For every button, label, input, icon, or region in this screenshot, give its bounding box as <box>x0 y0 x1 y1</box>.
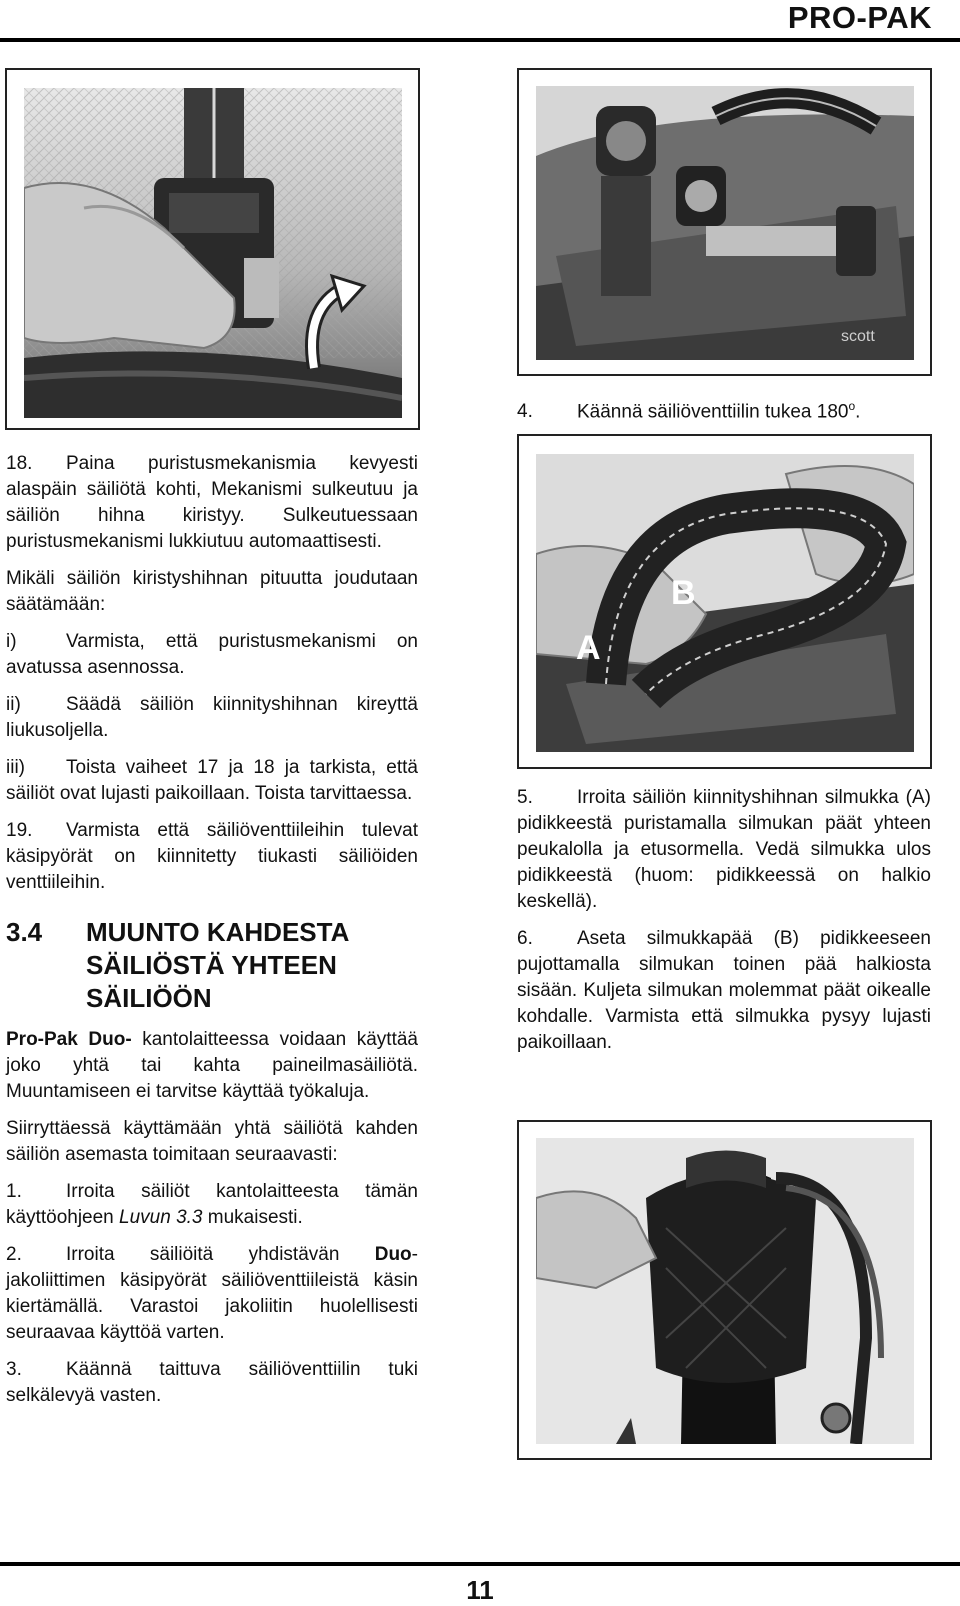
section-number: 3.4 <box>6 917 43 947</box>
step-6 <box>517 926 931 1056</box>
page-number: 11 <box>466 1575 494 1605</box>
step-5 <box>517 785 931 915</box>
header-rule <box>0 38 960 42</box>
substep-i-text: Varmista, että puristusmekanismi on avatussa asennossa. <box>6 631 418 678</box>
intro-paragraph <box>6 1027 418 1105</box>
step-19-number: 19. <box>6 820 33 841</box>
footer-rule <box>0 1562 960 1566</box>
step-4-number: 4. <box>517 401 533 423</box>
step-2 <box>6 1242 418 1346</box>
step-18-text: Paina puristusmekanismia kevyesti alaspäin säiliötä kohti, Mekanismi sulkeutuu ja säiliön hihna kiristyy. Sulkeutuessaan puristusmekanismi lukkiutuu automaattisesti. <box>6 453 418 552</box>
step-18-number: 18. <box>6 453 33 474</box>
step-4-caption <box>517 393 937 425</box>
step-1-number: 1. <box>6 1181 22 1202</box>
step-6-text: Aseta silmukkapää (B) pidikkeeseen pujottamalla silmukan toinen pää halkiosta sisään. Kuljeta silmukan molemmat päät oikealle kohdalle. Varmista että silmukka pysyy lujasti paikoillaan. <box>517 928 931 1053</box>
intro-text: kantolaitteessa voidaan käyttää joko yhtä tai kahta paineilmasäiliötä. Muuntamiseen ei tarvitse käyttää työkaluja. <box>6 1029 418 1102</box>
step-19 <box>6 818 418 896</box>
figure-harness-frame <box>517 1120 932 1460</box>
step-2-text-b: -jakoliittimen käsipyörät säiliöventtiileistä käsin kiertämällä. Varastoi jakoliitin huolellisesti seuraavaa käyttöä varten. <box>6 1244 418 1343</box>
step-4-text: Käännä säiliöventtiilin tukea 180 <box>577 401 849 423</box>
step-2-number: 2. <box>6 1244 22 1265</box>
step-3-text: Käännä taittuva säiliöventtiilin tuki selkälevyä vasten. <box>6 1359 418 1406</box>
step-3 <box>6 1357 418 1409</box>
section-heading <box>6 916 418 1015</box>
label-b: B <box>671 574 696 612</box>
label-a: A <box>576 629 601 667</box>
clamp-illustration <box>24 88 402 418</box>
figure-strap-loop-frame <box>517 434 932 769</box>
substep-iii-text: Toista vaiheet 17 ja 18 ja tarkista, että säiliöt ovat lujasti paikoillaan. Toista tarvittaessa. <box>6 757 418 804</box>
step-5-number: 5. <box>517 787 533 808</box>
right-text-column <box>517 785 931 1056</box>
substep-i <box>6 629 418 681</box>
adjust-intro: Mikäli säiliön kiristyshihnan pituutta joudutaan säätämään: <box>6 568 418 615</box>
transfer-paragraph: Siirryttäessä käyttämään yhtä säiliötä kahden säiliön asemasta toimitaan seuraavasti: <box>6 1118 418 1165</box>
step-3-number: 3. <box>6 1359 22 1380</box>
intro-product-name: Pro-Pak Duo- <box>6 1029 132 1050</box>
brand-title: PRO-PAK <box>787 0 932 35</box>
figure-valve-support-frame <box>517 68 932 376</box>
substep-i-number: i) <box>6 631 17 652</box>
valve-support-illustration <box>536 86 914 360</box>
step-19-text: Varmista että säiliöventtiileihin tulevat käsipyörät on kiinnitetty tiukasti säiliöiden venttiileihin. <box>6 820 418 893</box>
harness-illustration <box>536 1138 914 1444</box>
section-title: MUUNTO KAHDESTA SÄILIÖSTÄ YHTEEN SÄILIÖÖN <box>86 917 349 1013</box>
substep-ii-number: ii) <box>6 694 21 715</box>
step-4-end: . <box>855 401 861 423</box>
step-4-degree: o <box>848 399 856 413</box>
substep-iii-number: iii) <box>6 757 25 778</box>
step-1-text-b: mukaisesti. <box>202 1207 303 1228</box>
brand-mark-valve: scott <box>841 328 875 345</box>
step-2-text-a: Irroita säiliöitä yhdistävän <box>66 1244 375 1265</box>
step-2-duo: Duo <box>374 1244 412 1265</box>
step-1-reference: Luvun 3.3 <box>119 1207 203 1228</box>
figure-clamp-frame <box>5 68 420 430</box>
step-5-text: Irroita säiliön kiinnityshihnan silmukka (A) pidikkeestä puristamalla silmukan päät yhteen peukalolla ja etusormella. Vedä silmukka ulos pidikkeestä (huom: pidikkeessä on halkio keskellä). <box>517 787 931 912</box>
figure-clamp-photo <box>24 88 402 418</box>
strap-loop-illustration <box>536 454 914 752</box>
step-6-number: 6. <box>517 928 533 949</box>
figure-valve-support-photo <box>536 86 914 360</box>
step-1 <box>6 1179 418 1231</box>
left-text-column <box>6 451 418 1409</box>
substep-ii <box>6 692 418 744</box>
step-18 <box>6 451 418 555</box>
substep-ii-text: Säädä säiliön kiinnityshihnan kireyttä liukusoljella. <box>6 694 418 741</box>
figure-harness-photo <box>536 1138 914 1444</box>
figure-strap-loop-photo <box>536 454 914 752</box>
step-1-text-a: Irroita säiliöt kantolaitteesta tämän käyttöohjeen <box>6 1181 418 1228</box>
substep-iii <box>6 755 418 807</box>
